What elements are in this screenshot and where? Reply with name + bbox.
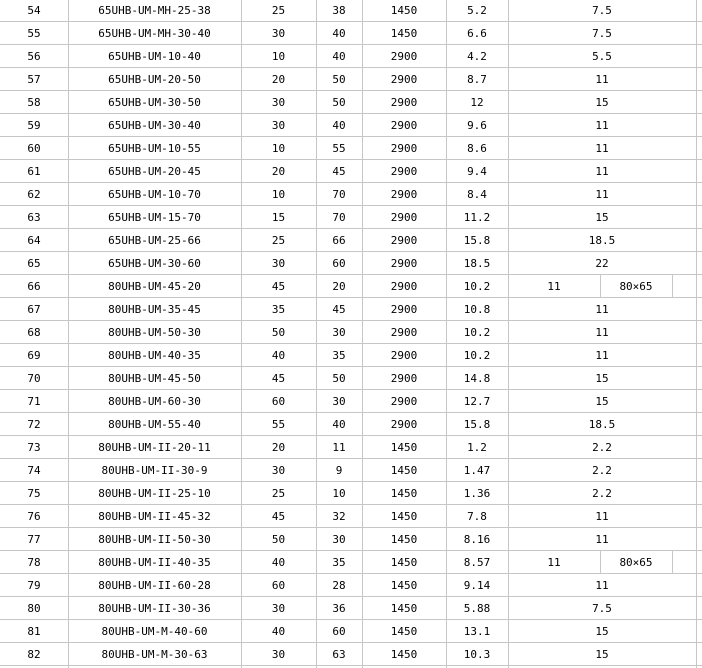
cell-power: 1.36	[463, 487, 491, 500]
cell-speed: 1450	[390, 27, 418, 40]
table-row	[0, 643, 702, 666]
cell-head: 50	[332, 96, 346, 109]
cell-number: 69	[27, 349, 41, 362]
cell-flow: 40	[271, 625, 286, 638]
cell-speed: 1450	[390, 533, 418, 546]
cell-head: 20	[332, 280, 346, 293]
cell-head: 50	[332, 73, 346, 86]
cell-model: 80UHB-UM-40-35	[108, 349, 201, 362]
cell-number: 76	[27, 510, 41, 523]
cell-speed: 2900	[390, 326, 418, 339]
cell-speed: 1450	[390, 510, 418, 523]
cell-flow: 30	[271, 602, 286, 615]
cell-motor: 15	[595, 211, 609, 224]
table-row	[0, 344, 702, 367]
cell-flow: 40	[271, 349, 286, 362]
cell-number: 74	[27, 464, 41, 477]
cell-flow: 60	[271, 579, 286, 592]
cell-power: 9.6	[467, 119, 487, 132]
cell-speed: 1450	[390, 441, 418, 454]
cell-power: 10.2	[463, 326, 491, 339]
cell-motor: 15	[595, 96, 609, 109]
cell-number: 77	[27, 533, 41, 546]
cell-power: 5.88	[463, 602, 491, 615]
cell-flow: 30	[271, 464, 286, 477]
cell-model: 80UHB-UM-II-40-35	[98, 556, 211, 569]
cell-speed: 1450	[390, 648, 418, 661]
cell-flow: 20	[271, 165, 286, 178]
cell-flow: 10	[271, 142, 286, 155]
cell-speed: 2900	[390, 73, 418, 86]
cell-model: 65UHB-UM-10-40	[108, 50, 201, 63]
cell-head: 35	[332, 556, 346, 569]
table-row	[0, 45, 702, 68]
cell-model: 65UHB-UM-10-70	[108, 188, 201, 201]
cell-number: 54	[27, 4, 41, 17]
cell-flow: 30	[271, 96, 286, 109]
cell-head: 70	[332, 211, 346, 224]
cell-motor: 11	[595, 142, 609, 155]
cell-speed: 2900	[390, 211, 418, 224]
cell-speed: 2900	[390, 50, 418, 63]
cell-motor: 7.5	[592, 4, 612, 17]
cell-power: 9.4	[467, 165, 487, 178]
cell-flow: 10	[271, 188, 286, 201]
cell-number: 59	[27, 119, 41, 132]
cell-speed: 2900	[390, 349, 418, 362]
cell-number: 67	[27, 303, 41, 316]
cell-power: 9.14	[463, 579, 491, 592]
cell-motor: 22	[595, 257, 609, 270]
cell-flow: 15	[271, 211, 286, 224]
cell-model: 80UHB-UM-II-25-10	[98, 487, 211, 500]
cell-motor: 11	[595, 165, 609, 178]
cell-number: 66	[27, 280, 41, 293]
cell-flow: 25	[271, 487, 286, 500]
cell-number: 82	[27, 648, 41, 661]
cell-head: 60	[332, 257, 346, 270]
cell-motor: 11	[595, 533, 609, 546]
cell-speed: 2900	[390, 303, 418, 316]
cell-model: 65UHB-UM-30-40	[108, 119, 201, 132]
cell-number: 79	[27, 579, 41, 592]
cell-head: 50	[332, 372, 346, 385]
cell-power: 6.6	[467, 27, 487, 40]
cell-number: 61	[27, 165, 41, 178]
cell-model: 80UHB-UM-45-20	[108, 280, 201, 293]
table-row	[0, 22, 702, 45]
cell-head: 55	[332, 142, 346, 155]
table-row	[0, 160, 702, 183]
table-row	[0, 436, 702, 459]
cell-speed: 1450	[390, 4, 418, 17]
cell-model: 80UHB-UM-M-30-63	[101, 648, 208, 661]
cell-power: 10.2	[463, 349, 491, 362]
table-row	[0, 413, 702, 436]
table-row	[0, 321, 702, 344]
table-row	[0, 137, 702, 160]
cell-model: 65UHB-UM-30-50	[108, 96, 201, 109]
table-row	[0, 206, 702, 229]
cell-number: 70	[27, 372, 41, 385]
cell-power: 5.2	[467, 4, 487, 17]
cell-number: 64	[27, 234, 41, 247]
cell-flow: 30	[271, 257, 286, 270]
cell-power: 1.47	[463, 464, 491, 477]
cell-speed: 2900	[390, 395, 418, 408]
cell-flow: 30	[271, 27, 286, 40]
cell-number: 75	[27, 487, 41, 500]
cell-motor: 15	[595, 372, 609, 385]
cell-power: 14.8	[463, 372, 491, 385]
cell-power: 10.8	[463, 303, 491, 316]
cell-motor: 2.2	[592, 441, 612, 454]
table-row	[0, 91, 702, 114]
cell-flow: 45	[271, 280, 286, 293]
cell-number: 73	[27, 441, 41, 454]
cell-head: 45	[332, 165, 346, 178]
table-row	[0, 252, 702, 275]
cell-flow: 25	[271, 4, 286, 17]
cell-power: 8.7	[467, 73, 487, 86]
cell-number: 68	[27, 326, 41, 339]
cell-number: 62	[27, 188, 41, 201]
cell-power: 12	[470, 96, 484, 109]
table-row	[0, 551, 702, 574]
cell-motor: 11	[595, 188, 609, 201]
cell-power: 1.2	[467, 441, 487, 454]
cell-head: 60	[332, 625, 346, 638]
cell-divider	[600, 275, 601, 298]
cell-head: 40	[332, 27, 346, 40]
cell-speed: 2900	[390, 142, 418, 155]
cell-motor: 11	[595, 303, 609, 316]
table-row	[0, 620, 702, 643]
cell-head: 40	[332, 50, 346, 63]
cell-flow: 60	[271, 395, 286, 408]
cell-motor: 11	[595, 73, 609, 86]
cell-speed: 2900	[390, 188, 418, 201]
cell-motor: 11	[595, 119, 609, 132]
cell-number: 72	[27, 418, 41, 431]
cell-flow: 30	[271, 119, 286, 132]
cell-power: 18.5	[463, 257, 491, 270]
cell-number: 80	[27, 602, 41, 615]
cell-power: 10.3	[463, 648, 491, 661]
cell-motor: 5.5	[592, 50, 612, 63]
cell-number: 57	[27, 73, 41, 86]
cell-power: 12.7	[463, 395, 491, 408]
cell-model: 65UHB-UM-MH-30-40	[98, 27, 211, 40]
cell-flow: 55	[271, 418, 286, 431]
cell-model: 80UHB-UM-55-40	[108, 418, 201, 431]
cell-power: 11.2	[463, 211, 491, 224]
cell-head: 35	[332, 349, 346, 362]
cell-number: 63	[27, 211, 41, 224]
cell-head: 30	[332, 533, 346, 546]
cell-speed: 2900	[390, 234, 418, 247]
cell-head: 40	[332, 119, 346, 132]
cell-model: 65UHB-UM-30-60	[108, 257, 201, 270]
cell-size: 80×65	[619, 556, 653, 569]
cell-model: 65UHB-UM-10-55	[108, 142, 201, 155]
cell-power: 10.2	[463, 280, 491, 293]
cell-number: 56	[27, 50, 41, 63]
cell-speed: 2900	[390, 119, 418, 132]
cell-model: 80UHB-UM-II-20-11	[98, 441, 211, 454]
cell-head: 66	[332, 234, 346, 247]
table-row	[0, 482, 702, 505]
cell-head: 30	[332, 326, 346, 339]
cell-speed: 1450	[390, 556, 418, 569]
cell-motor: 2.2	[592, 464, 612, 477]
cell-head: 10	[332, 487, 346, 500]
cell-model: 65UHB-UM-20-50	[108, 73, 201, 86]
cell-flow: 35	[271, 303, 286, 316]
table-row	[0, 505, 702, 528]
cell-speed: 2900	[390, 280, 418, 293]
cell-head: 36	[332, 602, 346, 615]
cell-speed: 1450	[390, 464, 418, 477]
table-row	[0, 528, 702, 551]
cell-divider	[672, 275, 673, 298]
cell-motor: 11	[547, 280, 561, 293]
cell-head: 9	[335, 464, 343, 477]
table-row	[0, 68, 702, 91]
cell-head: 30	[332, 395, 346, 408]
cell-head: 70	[332, 188, 346, 201]
cell-model: 80UHB-UM-II-30-36	[98, 602, 211, 615]
cell-speed: 2900	[390, 96, 418, 109]
cell-head: 11	[332, 441, 346, 454]
cell-model: 80UHB-UM-60-30	[108, 395, 201, 408]
table-row	[0, 459, 702, 482]
cell-power: 15.8	[463, 418, 491, 431]
cell-divider	[600, 551, 601, 574]
cell-model: 80UHB-UM-35-45	[108, 303, 201, 316]
cell-speed: 2900	[390, 418, 418, 431]
table-row	[0, 367, 702, 390]
cell-flow: 20	[271, 73, 286, 86]
cell-model: 65UHB-UM-20-45	[108, 165, 201, 178]
cell-head: 40	[332, 418, 346, 431]
table-row	[0, 275, 702, 298]
table-row	[0, 183, 702, 206]
cell-speed: 1450	[390, 602, 418, 615]
cell-flow: 45	[271, 510, 286, 523]
table-row	[0, 0, 702, 22]
cell-flow: 30	[271, 648, 286, 661]
cell-power: 8.6	[467, 142, 487, 155]
cell-motor: 11	[547, 556, 561, 569]
cell-number: 55	[27, 27, 41, 40]
cell-motor: 11	[595, 579, 609, 592]
cell-number: 71	[27, 395, 41, 408]
cell-model: 80UHB-UM-45-50	[108, 372, 201, 385]
table-row	[0, 390, 702, 413]
cell-head: 63	[332, 648, 346, 661]
cell-power: 13.1	[463, 625, 491, 638]
cell-head: 38	[332, 4, 346, 17]
cell-model: 65UHB-UM-MH-25-38	[98, 4, 211, 17]
cell-flow: 50	[271, 326, 286, 339]
cell-speed: 1450	[390, 579, 418, 592]
table-row	[0, 298, 702, 321]
cell-power: 4.2	[467, 50, 487, 63]
cell-head: 32	[332, 510, 346, 523]
cell-power: 8.16	[463, 533, 491, 546]
cell-motor: 15	[595, 648, 609, 661]
cell-motor: 18.5	[588, 234, 616, 247]
cell-number: 78	[27, 556, 41, 569]
cell-motor: 2.2	[592, 487, 612, 500]
cell-divider	[672, 551, 673, 574]
cell-model: 80UHB-UM-50-30	[108, 326, 201, 339]
cell-power: 8.57	[463, 556, 491, 569]
cell-flow: 25	[271, 234, 286, 247]
cell-model: 80UHB-UM-II-30-9	[101, 464, 208, 477]
cell-model: 80UHB-UM-II-50-30	[98, 533, 211, 546]
cell-power: 7.8	[467, 510, 487, 523]
cell-speed: 1450	[390, 625, 418, 638]
cell-head: 28	[332, 579, 346, 592]
cell-size: 80×65	[619, 280, 653, 293]
cell-flow: 45	[271, 372, 286, 385]
cell-flow: 20	[271, 441, 286, 454]
cell-motor: 15	[595, 625, 609, 638]
cell-model: 80UHB-UM-M-40-60	[101, 625, 208, 638]
cell-motor: 11	[595, 349, 609, 362]
cell-flow: 40	[271, 556, 286, 569]
cell-number: 81	[27, 625, 41, 638]
cell-flow: 10	[271, 50, 286, 63]
cell-speed: 2900	[390, 372, 418, 385]
cell-motor: 11	[595, 510, 609, 523]
cell-motor: 7.5	[592, 602, 612, 615]
cell-motor: 15	[595, 395, 609, 408]
cell-model: 65UHB-UM-15-70	[108, 211, 201, 224]
cell-speed: 1450	[390, 487, 418, 500]
table-row	[0, 574, 702, 597]
cell-power: 15.8	[463, 234, 491, 247]
cell-motor: 7.5	[592, 27, 612, 40]
cell-speed: 2900	[390, 257, 418, 270]
table-row	[0, 597, 702, 620]
cell-model: 80UHB-UM-II-45-32	[98, 510, 211, 523]
cell-number: 65	[27, 257, 41, 270]
cell-speed: 2900	[390, 165, 418, 178]
cell-power: 8.4	[467, 188, 487, 201]
cell-head: 45	[332, 303, 346, 316]
cell-flow: 50	[271, 533, 286, 546]
cell-model: 65UHB-UM-25-66	[108, 234, 201, 247]
cell-model: 80UHB-UM-II-60-28	[98, 579, 211, 592]
cell-motor: 11	[595, 326, 609, 339]
table-row	[0, 114, 702, 137]
cell-number: 60	[27, 142, 41, 155]
table-row	[0, 229, 702, 252]
cell-motor: 18.5	[588, 418, 616, 431]
cell-number: 58	[27, 96, 41, 109]
